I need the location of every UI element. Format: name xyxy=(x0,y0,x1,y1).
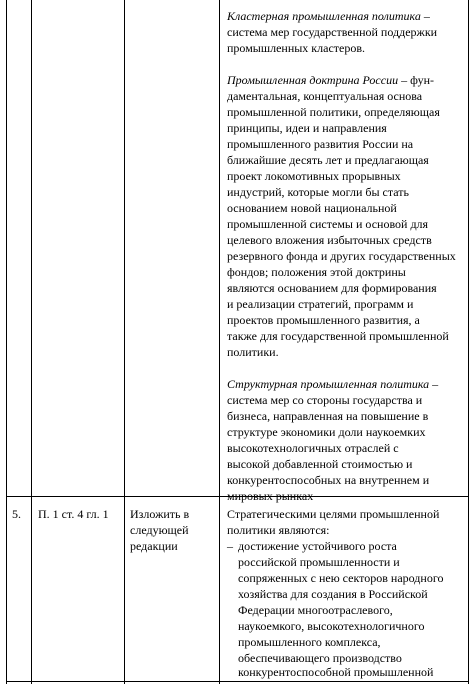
bullet-line: конкурентоспособной промышленной xyxy=(238,665,434,679)
definition-line: высокотехнологичных отраслей с xyxy=(227,441,399,455)
definition-line: ближайшие десять лет и предлагающая xyxy=(227,153,429,167)
definition-line: система мер со стороны государства и xyxy=(227,393,423,407)
term: Структурная промышленная политика xyxy=(227,377,430,391)
definition-line: проект локомотивных прорывных xyxy=(227,169,401,183)
bullet-line: Федерации многоотраслевого, xyxy=(238,603,393,617)
definition-line: мировых рынках xyxy=(227,489,314,503)
column-divider-2 xyxy=(124,0,125,684)
action-line: Изложить в xyxy=(130,507,190,521)
bullet-line: промышленного комплекса, xyxy=(238,635,381,649)
bullet-line: наукоемкого, высокотехнологичного xyxy=(238,619,425,633)
definition-line: даментальная, концептуальная основа xyxy=(227,89,423,103)
definition-line: бизнеса, направленная на повышение в xyxy=(227,409,429,423)
goals-intro-line: политики являются: xyxy=(227,523,330,537)
definition-line: фондов; положения этой доктрины xyxy=(227,265,406,279)
definition-line: и реализации стратегий, программ и xyxy=(227,297,414,311)
table-left-border xyxy=(6,0,7,684)
definition-line: индустрий, которые могли бы стать xyxy=(227,185,409,199)
column-divider-1 xyxy=(31,0,32,684)
action-line: следующей xyxy=(130,523,189,537)
definition-line: промышленной политики, определяющая xyxy=(227,105,440,119)
definition-line: принципы, идеи и направления xyxy=(227,121,387,135)
definition-structural-policy: Структурная промышленная политика – xyxy=(227,377,439,391)
goals-intro-line: Стратегическими целями промышленной xyxy=(227,507,440,521)
bullet-line: сопряженных с нею секторов народного xyxy=(238,571,444,585)
definition-line: являются основанием для формирования xyxy=(227,281,437,295)
definition-line: целевого вложения избыточных средств xyxy=(227,233,432,247)
article-reference: П. 1 ст. 4 гл. 1 xyxy=(38,507,109,521)
definition-line: промышленной системы и основой для xyxy=(227,217,429,231)
term: Промышленная доктрина России xyxy=(227,73,399,87)
column-divider-3 xyxy=(219,0,220,684)
definition-line: также для государственной промышленной xyxy=(227,329,449,343)
term: Кластерная промышленная политика xyxy=(227,9,421,23)
definition-line: высокой добавленной стоимостью и xyxy=(227,457,413,471)
bullet-dash: – xyxy=(227,539,233,553)
table-bottom-border xyxy=(6,681,469,682)
table-right-border xyxy=(468,0,469,684)
definition-line: резервного фонда и других государственных xyxy=(227,249,456,263)
bullet-line: обеспечивающего производство xyxy=(238,651,402,665)
definition-industrial-doctrine: Промышленная доктрина России – фун- xyxy=(227,73,434,87)
definition-line: проектов промышленного развития, а xyxy=(227,313,420,327)
bullet-line: достижение устойчивого роста xyxy=(238,539,397,553)
definition-line: политики. xyxy=(227,345,279,359)
row-number: 5. xyxy=(12,507,21,521)
definition-line: промышленного развития России на xyxy=(227,137,414,151)
definition-cluster-policy: Кластерная промышленная политика – xyxy=(227,9,430,23)
definition-line: основанием новой национальной xyxy=(227,201,397,215)
definition-line: система мер государственной поддержки xyxy=(227,25,438,39)
definition-line: промышленных кластеров. xyxy=(227,41,366,55)
action-line: редакции xyxy=(130,539,178,553)
bullet-line: российской промышленности и xyxy=(238,555,400,569)
bullet-line: хозяйства для создания в Российской xyxy=(238,587,428,601)
definition-line: структуре экономики доли наукоемких xyxy=(227,425,426,439)
definition-line: конкурентоспособных на внутреннем и xyxy=(227,473,430,487)
